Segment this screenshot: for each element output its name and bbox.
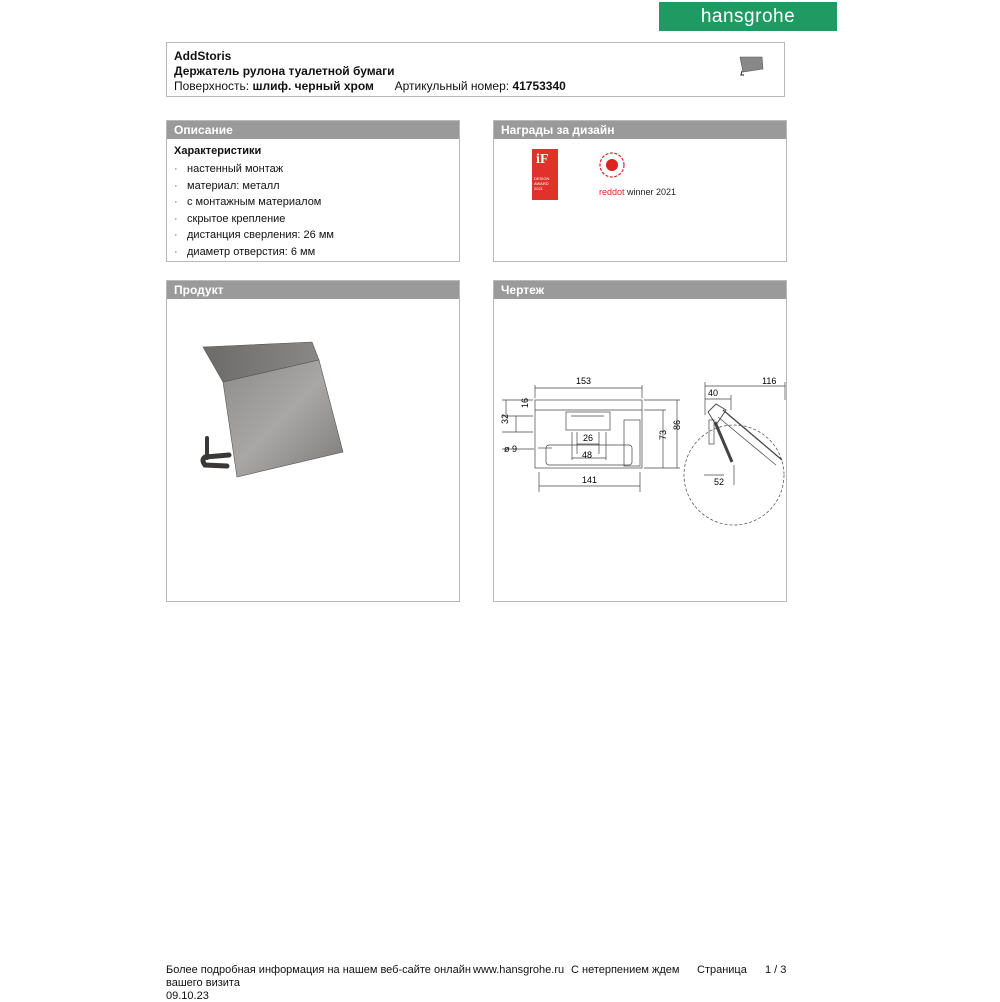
product-header-bar: Продукт [167, 281, 459, 299]
product-header [166, 42, 785, 97]
dim-40-label: 40 [708, 388, 719, 398]
surface-line [174, 79, 566, 93]
product-panel [166, 280, 460, 602]
description-header: Описание [167, 121, 459, 139]
list-item: · настенный монтаж [174, 163, 284, 175]
footer-wait-text-2: вашего визита [166, 977, 240, 989]
if-design-award-logo: iF DESIGN AWARD 2021 [532, 149, 558, 200]
list-item: · с монтажным материалом [174, 196, 322, 209]
drawing-panel [493, 280, 787, 602]
list-item: · материал: металл [174, 179, 280, 192]
reddot-award-label: reddot winner 2021 [599, 187, 677, 197]
footer-url-link[interactable]: www.hansgrohe.ru [473, 964, 565, 976]
list-item: · диаметр отверстия: 6 мм [174, 245, 316, 258]
dim-86-label: 86 [672, 419, 682, 430]
dim-141-label: 141 [582, 475, 598, 485]
awards-panel [493, 120, 787, 262]
dim-32-label: 32 [500, 413, 510, 424]
reddot-icon [598, 151, 626, 179]
surface-value: шлиф. черный хром [252, 79, 374, 93]
description-panel [166, 120, 460, 262]
dim-153-label: 153 [576, 376, 592, 386]
surface-label: Поверхность: [174, 79, 250, 93]
features-list [174, 161, 334, 261]
series-name: AddStoris [174, 49, 232, 63]
page-number: 1 / 3 [765, 964, 787, 976]
page-label: Страница [697, 964, 747, 976]
product-image [167, 300, 459, 602]
dim-52-label: 52 [714, 477, 725, 487]
hansgrohe-logo: hansgrohe [659, 2, 837, 31]
dim-73-label: 73 [658, 429, 668, 440]
list-item: · скрытое крепление [174, 212, 286, 225]
awards-header: Награды за дизайн [494, 121, 786, 139]
list-item: · дистанция сверления: 26 мм [174, 229, 334, 242]
drawing-header: Чертеж [494, 281, 786, 299]
footer-wait-text: С нетерпением ждем [571, 964, 680, 976]
dim-48-label: 48 [582, 450, 593, 460]
technical-drawing [494, 300, 786, 602]
footer-date: 09.10.23 [166, 990, 209, 1002]
article-value: 41753340 [512, 79, 566, 93]
product-name: Держатель рулона туалетной бумаги [174, 64, 395, 78]
product-thumbnail-icon [737, 55, 765, 77]
features-title: Характеристики [174, 145, 262, 157]
dim-16-label: 16 [520, 397, 530, 408]
footer-info-text: Более подробная информация на нашем веб-сайте онлайн [166, 964, 471, 976]
dim-116-label: 116 [762, 376, 777, 386]
article-label: Артикульный номер: [394, 79, 510, 93]
dim-dia-label: ø 9 [504, 444, 518, 454]
dim-26-label: 26 [583, 433, 594, 443]
